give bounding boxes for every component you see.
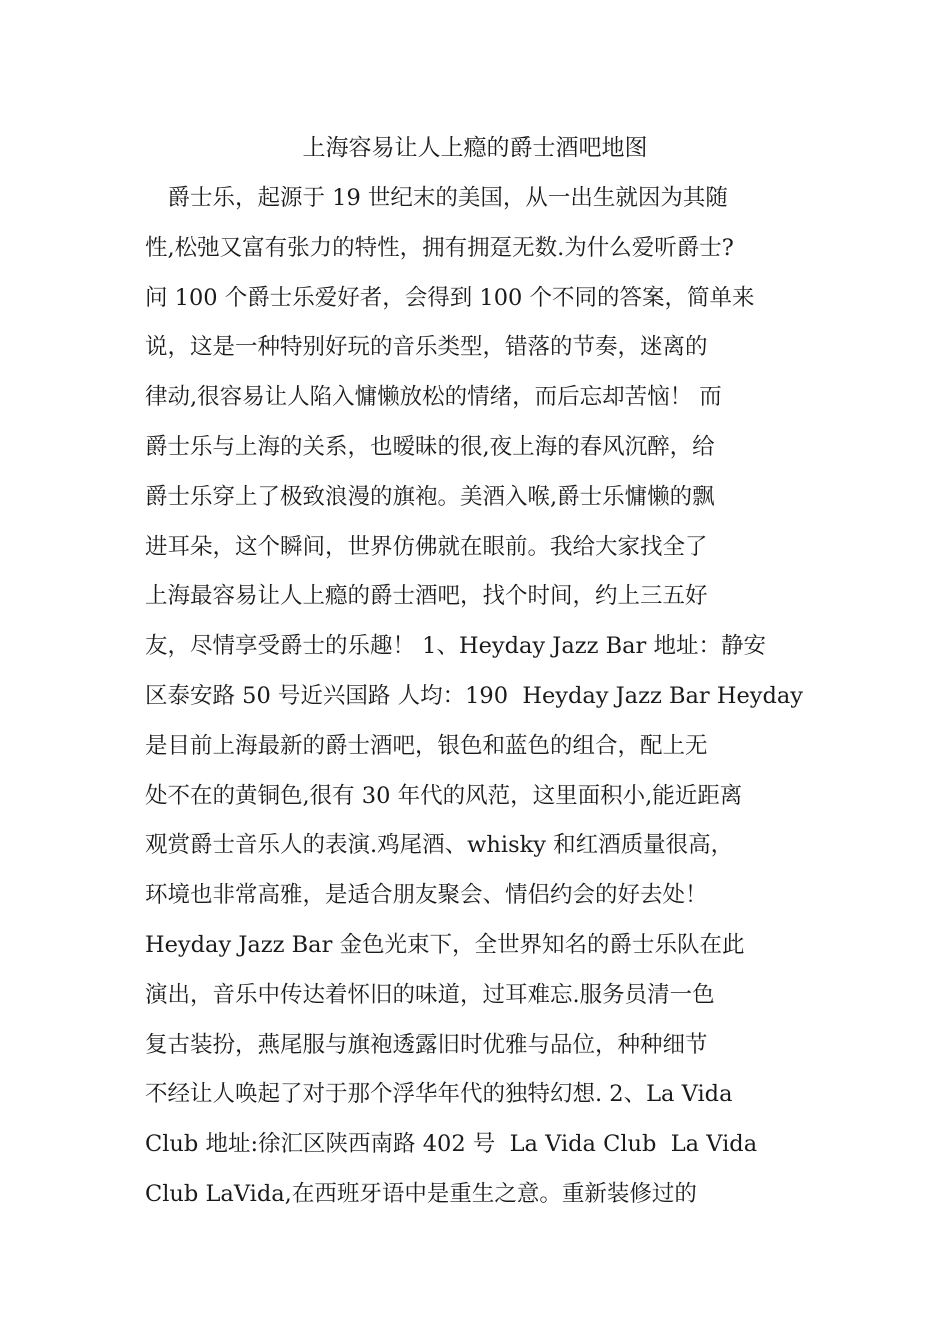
body-line: 是目前上海最新的爵士酒吧，银色和蓝色的组合，配上无 [145,732,708,759]
body-line: Club LaVida,在西班牙语中是重生之意。重新装修过的 [145,1180,697,1207]
body-line: 不经让人唤起了对于那个浮华年代的独特幻想. 2、La Vida [145,1081,733,1108]
body-line: 性,松弛又富有张力的特性，拥有拥趸无数.为什么爱听爵士? [145,234,734,261]
body-line: 上海最容易让人上瘾的爵士酒吧，找个时间，约上三五好 [145,583,708,610]
body-line: 爵士乐穿上了极致浪漫的旗袍。美酒入喉,爵士乐慵懒的飘 [145,483,715,510]
body-line: 进耳朵，这个瞬间，世界仿佛就在眼前。我给大家找全了 [145,533,708,560]
body-line: 问 100 个爵士乐爱好者，会得到 100 个不同的答案，简单来 [145,284,755,311]
body-line: 爵士乐，起源于 19 世纪末的美国，从一出生就因为其随 [145,185,728,211]
body-line: 爵士乐与上海的关系，也暧昧的很,夜上海的春风沉醉，给 [145,433,715,460]
body-line: Club 地址:徐汇区陕西南路 402 号 La Vida Club La Vida [145,1131,758,1158]
body-line: Heyday Jazz Bar 金色光束下，全世界知名的爵士乐队在此 [145,931,745,958]
document-body [145,183,810,1229]
body-line: 区泰安路 50 号近兴国路 人均：190 Heyday Jazz Bar Heyday [145,682,803,709]
body-line: 说，这是一种特别好玩的音乐类型，错落的节奏，迷离的 [145,334,708,361]
body-line: 环境也非常高雅，是适合朋友聚会、情侣约会的好去处！ [145,882,708,909]
body-line: 复古装扮，燕尾服与旗袍透露旧时优雅与品位，种种细节 [145,1031,708,1058]
body-line: 律动,很容易让人陷入慵懒放松的情绪，而后忘却苦恼！ 而 [145,384,722,411]
body-line: 处不在的黄铜色,很有 30 年代的风范，这里面积小,能近距离 [145,782,743,809]
body-line: 演出，音乐中传达着怀旧的味道，过耳难忘.服务员清一色 [145,981,715,1008]
body-line: 观赏爵士音乐人的表演.鸡尾酒、whisky 和红酒质量很高， [145,832,734,859]
body-line: 友，尽情享受爵士的乐趣！ 1、Heyday Jazz Bar 地址：静安 [145,633,766,660]
document-title: 上海容易让人上瘾的爵士酒吧地图 [302,135,648,161]
